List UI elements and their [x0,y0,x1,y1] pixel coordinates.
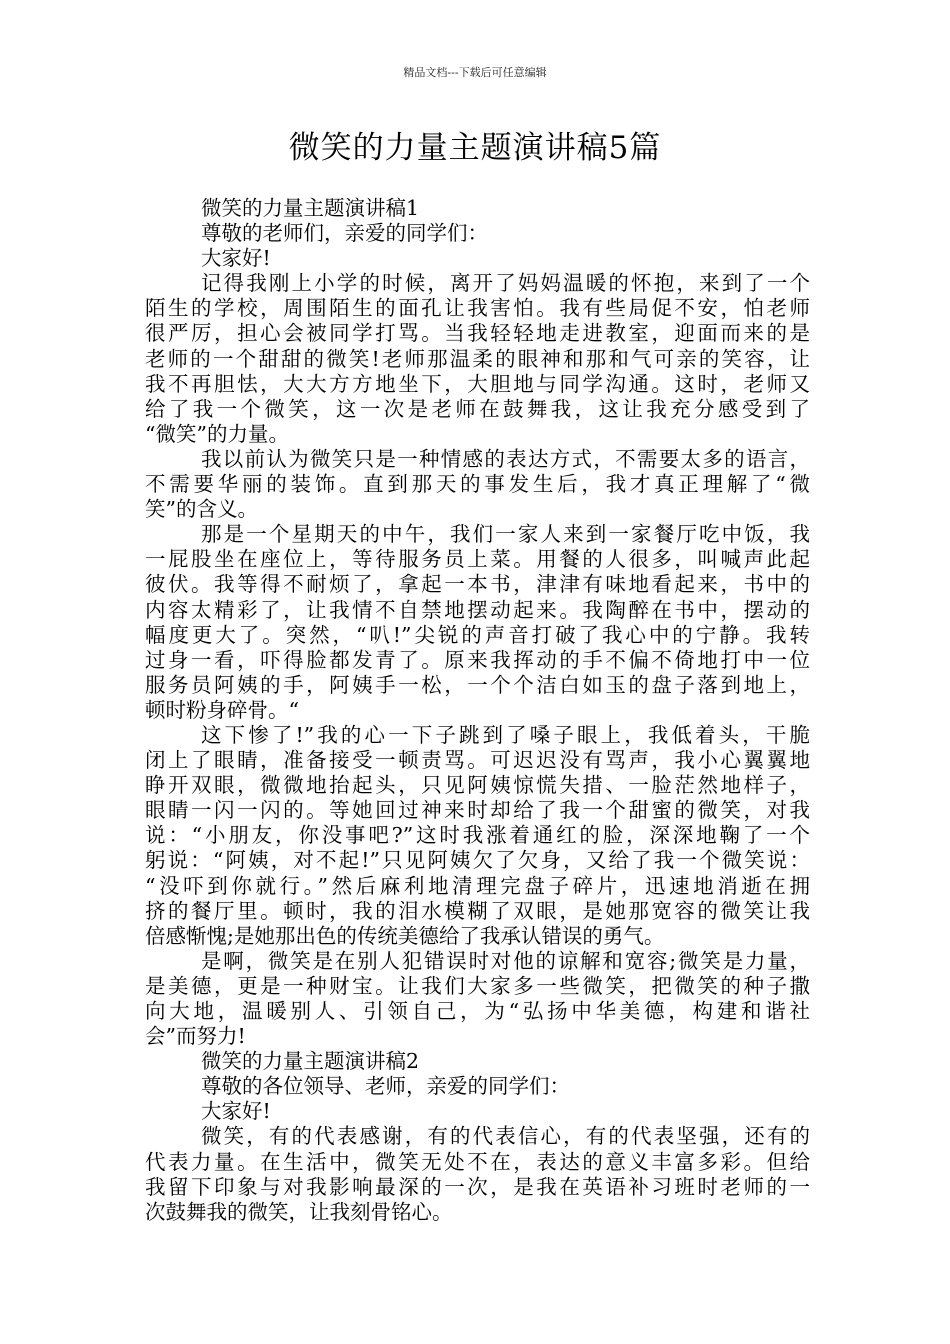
text-line: 微笑，有的代表感谢，有的代表信心，有的代表坚强，还有的 [201,1124,810,1149]
text-line: 服务员阿姨的手，阿姨手一松，一个个洁白如玉的盘子落到地上， [145,672,810,697]
text-line: 睁开双眼，微微地抬起头，只见阿姨惊慌失措、一脸茫然地样子， [145,773,810,798]
text-line: 不需要华丽的装饰。直到那天的事发生后，我才真正理解了“微 [145,472,810,497]
text-line: 顿时粉身碎骨。“ [145,697,299,722]
text-line: 尊敬的各位领导、老师，亲爱的同学们： [201,1074,570,1099]
document-body [145,196,810,1225]
text-line: 记得我刚上小学的时候，离开了妈妈温暖的怀抱，来到了一个 [201,271,810,296]
text-line: 那是一个星期天的中午，我们一家人来到一家餐厅吃中饭，我 [201,522,810,547]
text-line: 会”而努力! [145,1024,246,1049]
text-line: 我不再胆怯，大大方方地坐下，大胆地与同学沟通。这时，老师又 [145,371,810,396]
text-line: 是美德，更是一种财宝。让我们大家多一些微笑，把微笑的种子撒 [145,973,810,998]
text-line: 挤的餐厅里。顿时，我的泪水模糊了双眼，是她那宽容的微笑让我 [145,898,810,923]
text-line: 闭上了眼睛，准备接受一顿责骂。可迟迟没有骂声，我小心翼翼地 [145,748,810,773]
text-line: 微笑的力量主题演讲稿2 [201,1049,420,1074]
text-line: 躬说：“阿姨，对不起!”只见阿姨欠了欠身，又给了我一个微笑说： [145,848,810,873]
text-line: 大家好! [201,1099,271,1124]
text-line: 笑”的含义。 [145,497,258,522]
text-line: “没吓到你就行。”然后麻利地清理完盘子碎片，迅速地消逝在拥 [145,873,810,898]
text-line: 代表力量。在生活中，微笑无处不在，表达的意义丰富多彩。但给 [145,1149,810,1174]
text-line: 微笑的力量主题演讲稿1 [201,196,420,220]
text-line: 过身一看，吓得脸都发青了。原来我挥动的手不偏不倚地打中一位 [145,647,810,672]
text-line: 次鼓舞我的微笑，让我刻骨铭心。 [145,1199,453,1224]
text-line: 这下惨了!”我的心一下子跳到了嗓子眼上，我低着头，干脆 [201,722,810,747]
document-title: 微笑的力量主题演讲稿5篇 [288,130,662,166]
text-line: 一屁股坐在座位上，等待服务员上菜。用餐的人很多，叫喊声此起 [145,547,810,572]
text-line: 彼伏。我等得不耐烦了，拿起一本书，津津有味地看起来，书中的 [145,572,810,597]
text-line: 我留下印象与对我影响最深的一次，是我在英语补习班时老师的一 [145,1174,810,1199]
text-line: 眼睛一闪一闪的。等她回过神来时却给了我一个甜蜜的微笑，对我 [145,798,810,823]
header-note: 精品文档---下载后可任意编辑 [403,66,547,79]
text-line: 向大地，温暖别人、引领自己，为“弘扬中华美德，构建和谐社 [145,999,810,1023]
text-line: “微笑”的力量。 [145,421,289,446]
text-line: 给了我一个微笑，这一次是老师在鼓舞我，这让我充分感受到了 [145,396,810,421]
text-line: 我以前认为微笑只是一种情感的表达方式，不需要太多的语言， [201,446,810,471]
text-line: 陌生的学校，周围陌生的面孔让我害怕。我有些局促不安，怕老师 [145,296,810,321]
text-line: 大家好! [201,246,271,271]
text-line: 是啊，微笑是在别人犯错误时对他的谅解和宽容;微笑是力量， [201,948,810,973]
text-line: 内容太精彩了，让我情不自禁地摆动起来。我陶醉在书中，摆动的 [145,597,810,622]
text-line: 说：“小朋友，你没事吧?”这时我涨着通红的脸，深深地鞠了一个 [145,823,810,848]
text-line: 尊敬的老师们，亲爱的同学们： [201,221,488,246]
text-line: 很严厉，担心会被同学打骂。当我轻轻地走进教室，迎面而来的是 [145,321,810,346]
text-line: 老师的一个甜甜的微笑!老师那温柔的眼神和那和气可亲的笑容，让 [145,346,810,371]
text-line: 倍感惭愧;是她那出色的传统美德给了我承认错误的勇气。 [145,923,665,948]
text-line: 幅度更大了。突然，“叭!”尖锐的声音打破了我心中的宁静。我转 [145,622,810,647]
